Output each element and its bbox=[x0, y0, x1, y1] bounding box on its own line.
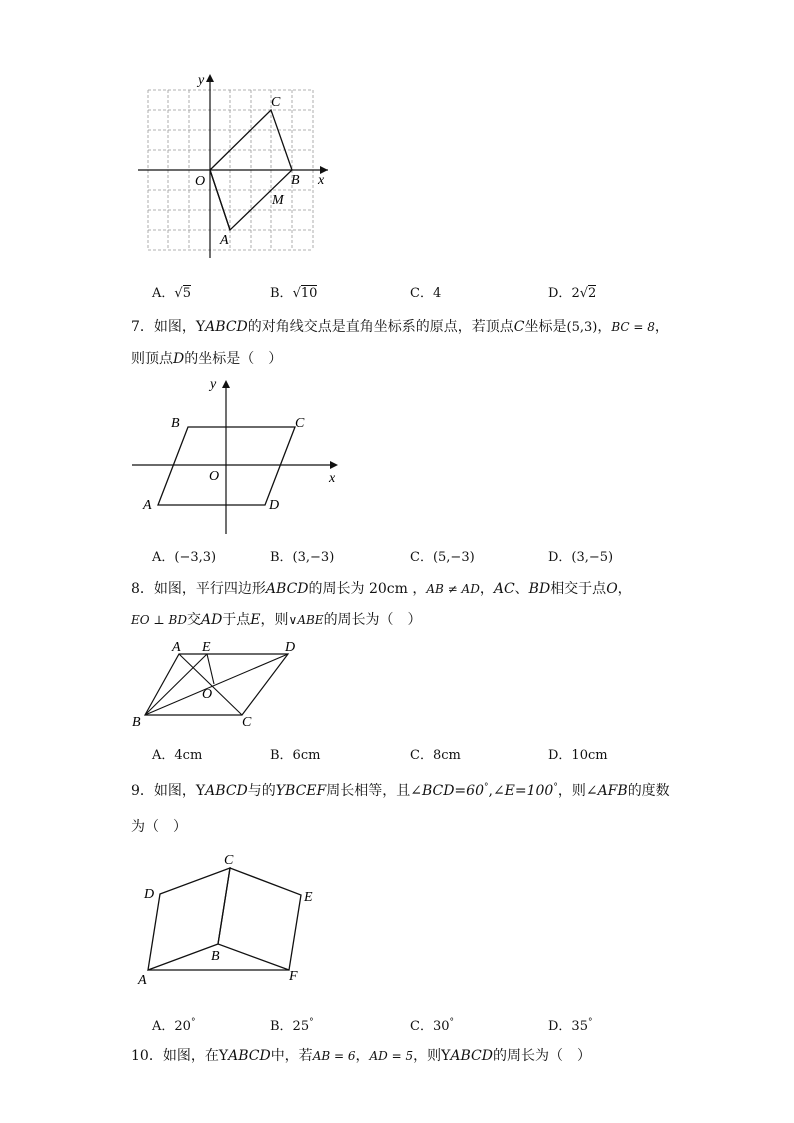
q7-option-d[interactable]: D．(3,−5) bbox=[548, 550, 614, 565]
q7-y-arrow bbox=[222, 380, 230, 388]
q9-option-a[interactable]: A．20° bbox=[152, 1017, 196, 1034]
q8-option-a[interactable]: A．4cm bbox=[152, 748, 203, 763]
q8-segment-be bbox=[145, 654, 207, 715]
q6-segment-om bbox=[210, 170, 230, 230]
q9-line1: 9．如图，YABCD与的YBCEF周长相等，且∠BCD=60°,∠E=100°，则∠AFB的度数 bbox=[131, 782, 670, 799]
q6-label-o: O bbox=[195, 174, 206, 189]
q9-option-b[interactable]: B．25° bbox=[270, 1017, 314, 1034]
sqrt-icon: √ bbox=[292, 286, 301, 301]
sqrt-icon: √ bbox=[579, 286, 589, 301]
q6-label-x: x bbox=[318, 173, 325, 188]
q7-label-x: x bbox=[329, 471, 336, 486]
q8-label-c: C bbox=[242, 715, 252, 730]
q7-line2: 则顶点D的坐标是（ ） bbox=[131, 351, 283, 367]
q9-parallelogram-bcef bbox=[218, 868, 301, 970]
q8-label-d: D bbox=[285, 640, 296, 655]
q8-label-b: B bbox=[132, 715, 141, 730]
q7-label-y: y bbox=[210, 377, 217, 392]
q9-line2: 为（ ） bbox=[131, 819, 187, 835]
q7-x-arrow bbox=[330, 461, 338, 469]
q6-label-a: A bbox=[220, 233, 229, 248]
q7-label-o: O bbox=[209, 469, 220, 484]
q7-line1: 7．如图，YABCD的对角线交点是直角坐标系的原点，若顶点C坐标是(5,3)，BC = 8， bbox=[131, 319, 669, 335]
q6-label-c: C bbox=[271, 95, 281, 110]
q8-option-b[interactable]: B．6cm bbox=[270, 748, 321, 763]
q7-label-a: A bbox=[143, 498, 152, 513]
q6-label-b: B bbox=[291, 173, 300, 188]
q8-line1: 8．如图，平行四边形ABCD的周长为 20cm ，AB ≠ AD，AC、BD相交于点O， bbox=[131, 581, 632, 597]
sqrt-icon: √ bbox=[174, 286, 183, 301]
q6-option-b[interactable]: B．√10 bbox=[270, 286, 318, 301]
q6-label-y: y bbox=[198, 73, 205, 88]
q10-line1: 10．如图，在YABCD中，若AB = 6，AD = 5，则YABCD的周长为（ ） bbox=[131, 1048, 591, 1064]
q9-option-c[interactable]: C．30° bbox=[410, 1017, 454, 1034]
q8-label-a: A bbox=[172, 640, 181, 655]
q7-figure bbox=[130, 372, 350, 538]
q7-option-a[interactable]: A．(−3,3) bbox=[152, 550, 217, 565]
q6-option-c[interactable]: C．4 bbox=[410, 286, 442, 301]
q9-label-c: C bbox=[224, 853, 234, 868]
q6-label-m: M bbox=[272, 193, 284, 208]
q9-option-d[interactable]: D．35° bbox=[548, 1017, 593, 1034]
q9-label-e: E bbox=[304, 890, 313, 905]
q6-figure bbox=[138, 70, 338, 260]
q9-label-d: D bbox=[144, 887, 155, 902]
q9-label-b: B bbox=[211, 949, 220, 964]
q8-label-o: O bbox=[202, 687, 213, 702]
q8-diagonal-ac bbox=[179, 654, 242, 715]
q8-line2: EO ⊥ BD交AD于点E，则∨ABE的周长为（ ） bbox=[131, 612, 422, 628]
q6-option-a[interactable]: A．√5 bbox=[152, 286, 191, 301]
q8-figure bbox=[128, 636, 308, 732]
q9-figure bbox=[134, 848, 334, 988]
q8-option-c[interactable]: C．8cm bbox=[410, 748, 461, 763]
q7-option-c[interactable]: C．(5,−3) bbox=[410, 550, 475, 565]
q8-segment-eo bbox=[207, 654, 214, 684]
q7-label-d: D bbox=[269, 498, 280, 513]
q9-label-a: A bbox=[138, 973, 147, 988]
q7-label-b: B bbox=[171, 416, 180, 431]
q8-label-e: E bbox=[202, 640, 211, 655]
q8-option-d[interactable]: D．10cm bbox=[548, 748, 608, 763]
q6-y-arrow bbox=[206, 74, 214, 82]
q7-label-c: C bbox=[295, 416, 305, 431]
q7-option-b[interactable]: B．(3,−3) bbox=[270, 550, 335, 565]
q6-option-d[interactable]: D．2√2 bbox=[548, 286, 597, 301]
q9-label-f: F bbox=[289, 969, 298, 984]
q8-diagonal-bd bbox=[145, 654, 288, 715]
